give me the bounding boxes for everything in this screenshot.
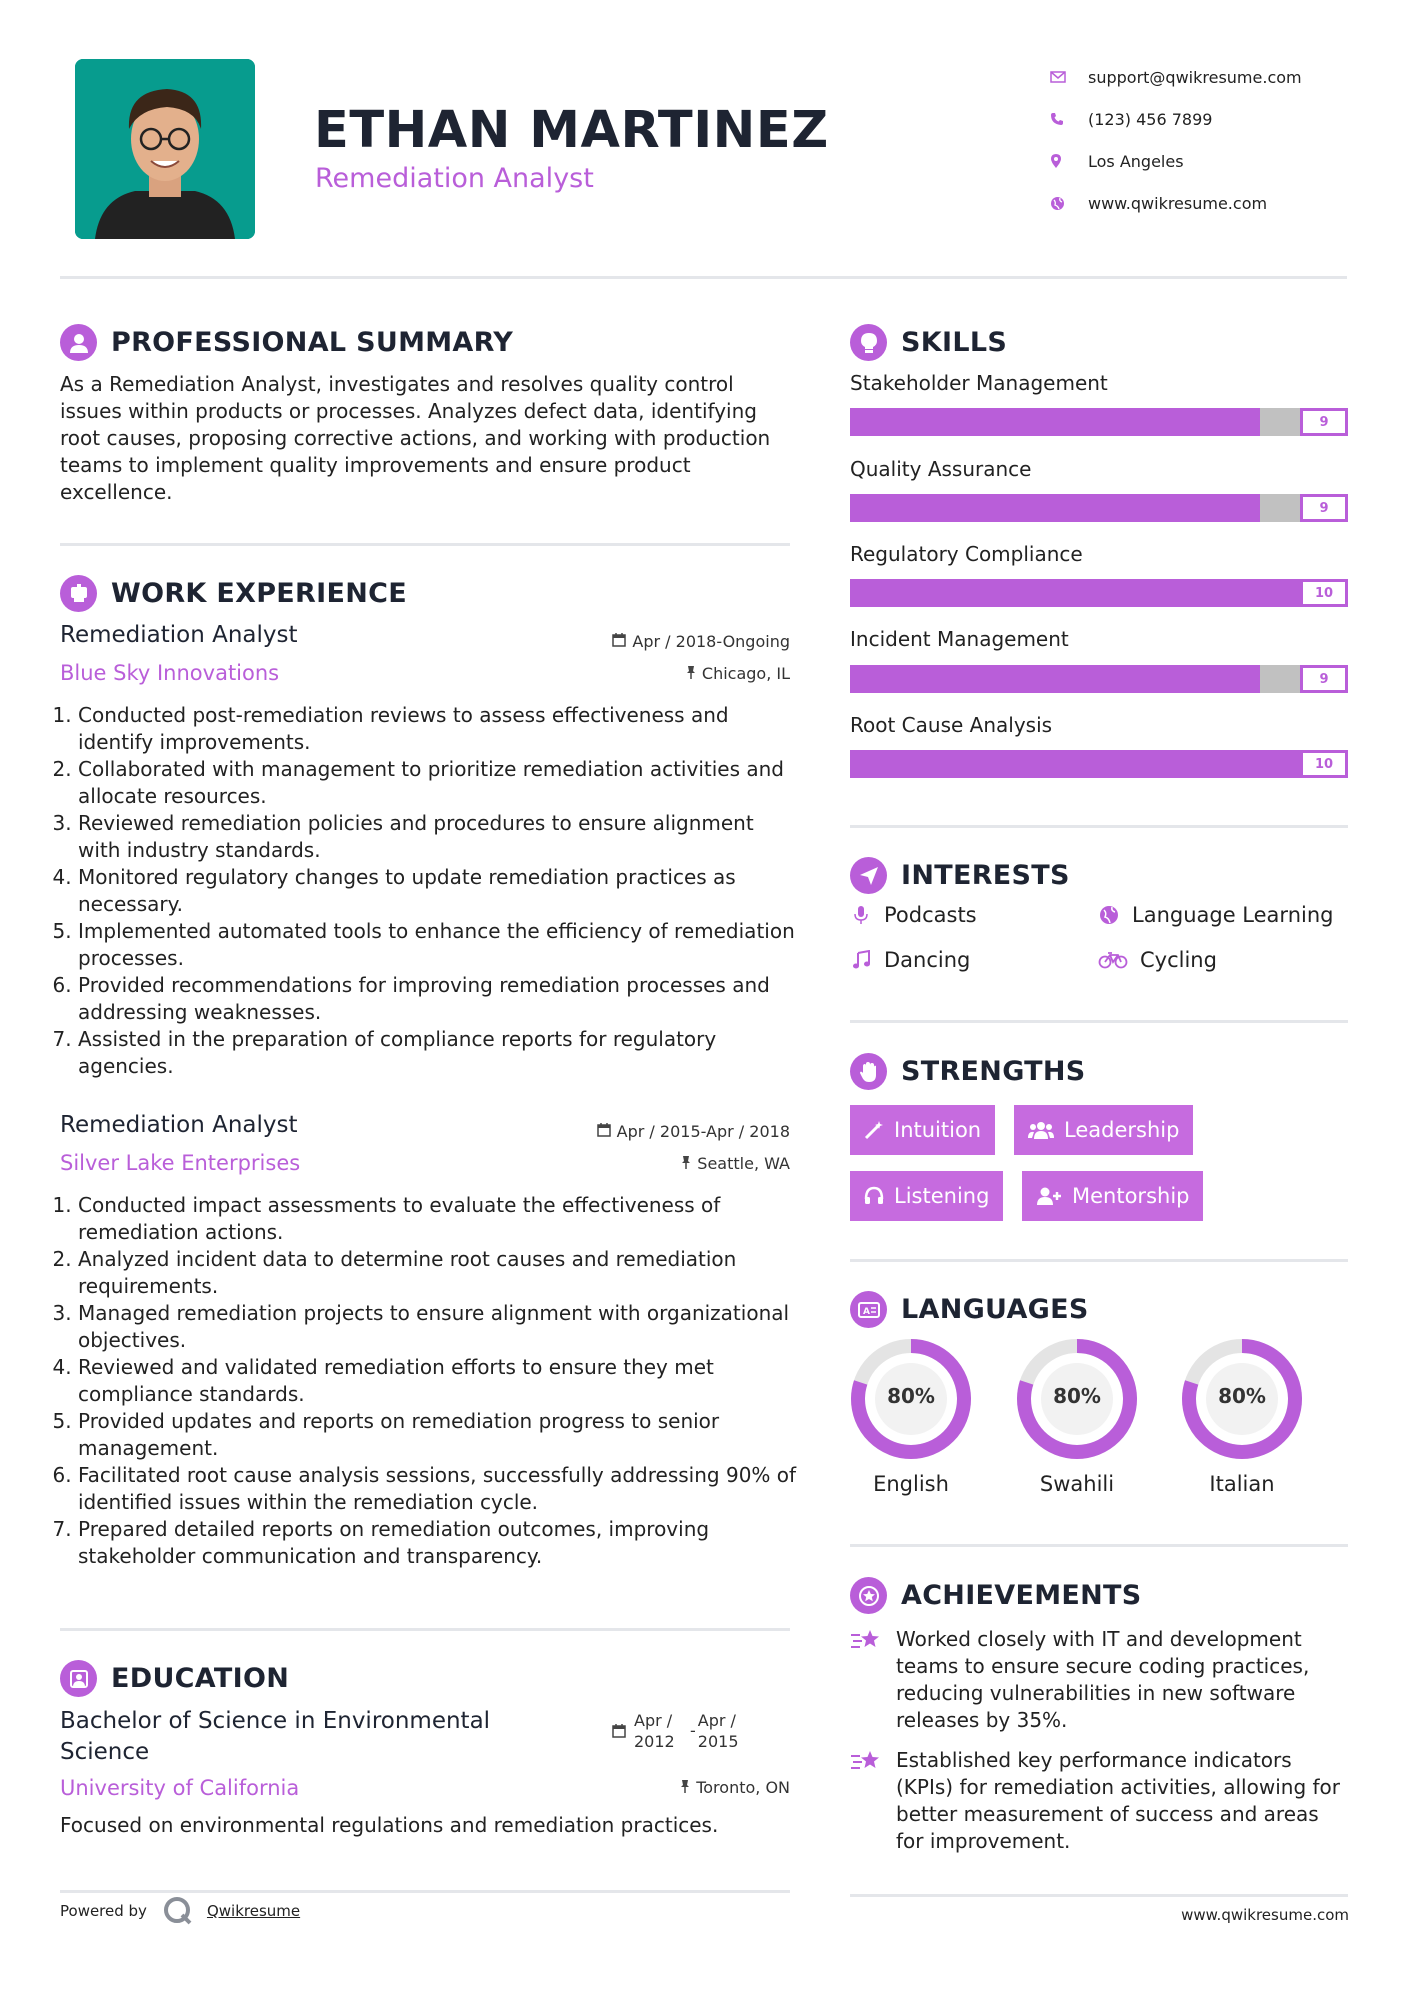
education-description: Focused on environmental regulations and remediation practices. [60,1813,719,1837]
qwikresume-logo-icon [163,1896,193,1926]
language-name: Swahili [1039,1472,1115,1496]
language-name: Italian [1209,1472,1275,1496]
hand-icon [850,1053,887,1090]
list-item: 1. Conducted post-remediation reviews to assess effectiveness and identify improvements. [78,702,800,756]
mail-icon [1050,71,1088,83]
magic-wand-icon [864,1120,884,1140]
lightbulb-icon [850,324,887,361]
contact-list [1050,56,1302,224]
skill-name: Quality Assurance [850,457,1032,481]
job-company: Silver Lake Enterprises [60,1151,301,1175]
pushpin-icon [686,665,696,683]
interest-item: Cycling [1098,948,1217,972]
list-item: 6. Provided recommendations for improving remediation processes and addressing weaknesses. [78,972,800,1026]
footer-website[interactable]: www.qwikresume.com [1181,1906,1349,1924]
summary-heading: PROFESSIONAL SUMMARY [60,324,513,361]
briefcase-icon [60,575,97,612]
achievement-text: Worked closely with IT and development teams to ensure secure coding practices, reducing vulnerabilities in new software releases by 35%. [896,1627,1310,1732]
degree-title: Bachelor of Science in Environmental Science [60,1708,491,1765]
qwikresume-link[interactable]: Qwikresume [206,1902,301,1920]
skill-name: Root Cause Analysis [850,713,1053,737]
languages-divider [850,1544,1348,1547]
powered-by: Powered by Qwikresume [60,1896,300,1926]
job-location: Seattle, WA [500,1154,790,1173]
graduate-icon [60,1660,97,1697]
achievements-heading: ACHIEVEMENTS [850,1577,1142,1614]
skill-bar [850,750,1348,778]
bicycle-icon [1098,951,1128,969]
skill-level-badge: 9 [1300,494,1348,522]
skill-name: Stakeholder Management [850,371,1108,395]
skill-name: Incident Management [850,627,1069,651]
achievement-text: Established key performance indicators (KPIs) for remediation activities, allowing for better measurement of success and areas for improvement. [896,1748,1340,1853]
list-item: 4. Monitored regulatory changes to update remediation practices as necessary. [78,864,800,918]
candidate-name: ETHAN MARTINEZ [314,101,829,160]
globe-icon [1098,905,1120,925]
shooting-star-icon [850,1748,882,1778]
list-item: 4. Reviewed and validated remediation efforts to ensure they met compliance standards. [78,1354,800,1408]
language-name: English [873,1472,949,1496]
skill-bar [850,665,1348,693]
strength-tag: Leadership [1014,1105,1193,1155]
contact-website[interactable]: www.qwikresume.com [1050,182,1302,224]
education-dates: Apr / 2012 - Apr / 2015 [612,1710,740,1752]
languages-heading: A LANGUAGES [850,1291,1089,1328]
interest-item: Podcasts [850,903,977,927]
calendar-icon [597,1123,611,1141]
job-dates: Apr / 2015-Apr / 2018 [500,1122,790,1141]
calendar-icon [612,1722,626,1752]
list-item: 7. Assisted in the preparation of compliance reports for regulatory agencies. [78,1026,800,1080]
skill-name: Regulatory Compliance [850,542,1083,566]
language-item [841,1336,981,1496]
list-item: 2. Collaborated with management to prioritize remediation activities and allocate resources. [78,756,800,810]
skill-bar-fill [850,665,1260,693]
skill-bar-fill [850,408,1260,436]
language-item [1172,1336,1312,1496]
list-item: 5. Implemented automated tools to enhance the efficiency of remediation processes. [78,918,800,972]
list-item: 3. Managed remediation projects to ensure alignment with organizational objectives. [78,1300,800,1354]
list-item: 1. Conducted impact assessments to evaluate the effectiveness of remediation actions. [78,1192,800,1246]
job-title: Remediation Analyst [60,1112,298,1138]
music-note-icon [850,950,872,970]
school-name: University of California [60,1776,300,1800]
contact-email[interactable]: support@qwikresume.com [1050,56,1302,98]
skill-level-badge: 10 [1300,579,1348,607]
education-heading: EDUCATION [60,1660,289,1697]
header-divider [60,276,1347,279]
interest-item: Dancing [850,948,970,972]
language-percent: 80% [1053,1384,1101,1408]
strengths-divider [850,1259,1348,1262]
calendar-icon [612,633,626,651]
list-item: 7. Prepared detailed reports on remediation outcomes, improving stakeholder communication and transparency. [78,1516,800,1570]
svg-text:A: A [862,1306,870,1317]
skill-bar-fill [850,750,1348,778]
skill-bar-fill [850,579,1348,607]
footer-divider-left [60,1890,790,1893]
paper-plane-icon [850,857,887,894]
microphone-icon [850,905,872,925]
list-item: 6. Facilitated root cause analysis sessions, successfully addressing 90% of identified issues within the remediation cycle. [78,1462,800,1516]
users-icon [1028,1120,1054,1140]
star-badge-icon [850,1577,887,1614]
interests-divider [850,1020,1348,1023]
skills-divider [850,825,1348,828]
skill-bar-fill [850,494,1260,522]
headphones-icon [864,1186,884,1206]
skills-heading: SKILLS [850,324,1007,361]
strength-tag: Listening [850,1171,1003,1221]
education-location: Toronto, ON [500,1778,790,1797]
user-plus-icon [1036,1186,1062,1206]
experience-divider [60,1628,790,1631]
contact-phone[interactable]: (123) 456 7899 [1050,98,1302,140]
map-pin-icon [1050,153,1088,169]
job-dates: Apr / 2018-Ongoing [500,632,790,651]
skill-level-badge: 9 [1300,665,1348,693]
summary-divider [60,543,790,546]
job-location: Chicago, IL [500,664,790,683]
summary-text: As a Remediation Analyst, investigates and resolves quality control issues within products or processes. Analyzes defect data, identifying root causes, proposing corrective actions, and working with production teams to implement quality improvements and ensure product excellence. [60,372,771,504]
job-company: Blue Sky Innovations [60,661,280,685]
skill-level-badge: 10 [1300,750,1348,778]
language-item [1007,1336,1147,1496]
footer-divider-right [850,1894,1348,1897]
strength-tag: Mentorship [1022,1171,1203,1221]
phone-icon [1050,112,1088,126]
skill-bar [850,408,1348,436]
skill-bar [850,579,1348,607]
contact-location: Los Angeles [1050,140,1302,182]
list-item: 2. Analyzed incident data to determine root causes and remediation requirements. [78,1246,800,1300]
list-item: 5. Provided updates and reports on remediation progress to senior management. [78,1408,800,1462]
strength-tag: Intuition [850,1105,995,1155]
interests-heading: INTERESTS [850,857,1070,894]
language-percent: 80% [1218,1384,1266,1408]
job-duties [60,702,800,1080]
language-icon [850,1291,887,1328]
globe-icon [1050,196,1088,211]
shooting-star-icon [850,1627,882,1657]
pushpin-icon [680,1779,690,1797]
language-percent: 80% [887,1384,935,1408]
user-icon [60,324,97,361]
job-duties [60,1192,800,1570]
candidate-title: Remediation Analyst [315,163,594,194]
skill-level-badge: 9 [1300,408,1348,436]
list-item: 3. Reviewed remediation policies and procedures to ensure alignment with industry standards. [78,810,800,864]
strengths-heading: STRENGTHS [850,1053,1086,1090]
interest-item: Language Learning [1098,903,1333,927]
pushpin-icon [681,1155,691,1173]
profile-photo [75,59,255,239]
job-title: Remediation Analyst [60,622,298,648]
skill-bar [850,494,1348,522]
experience-heading: WORK EXPERIENCE [60,575,407,612]
